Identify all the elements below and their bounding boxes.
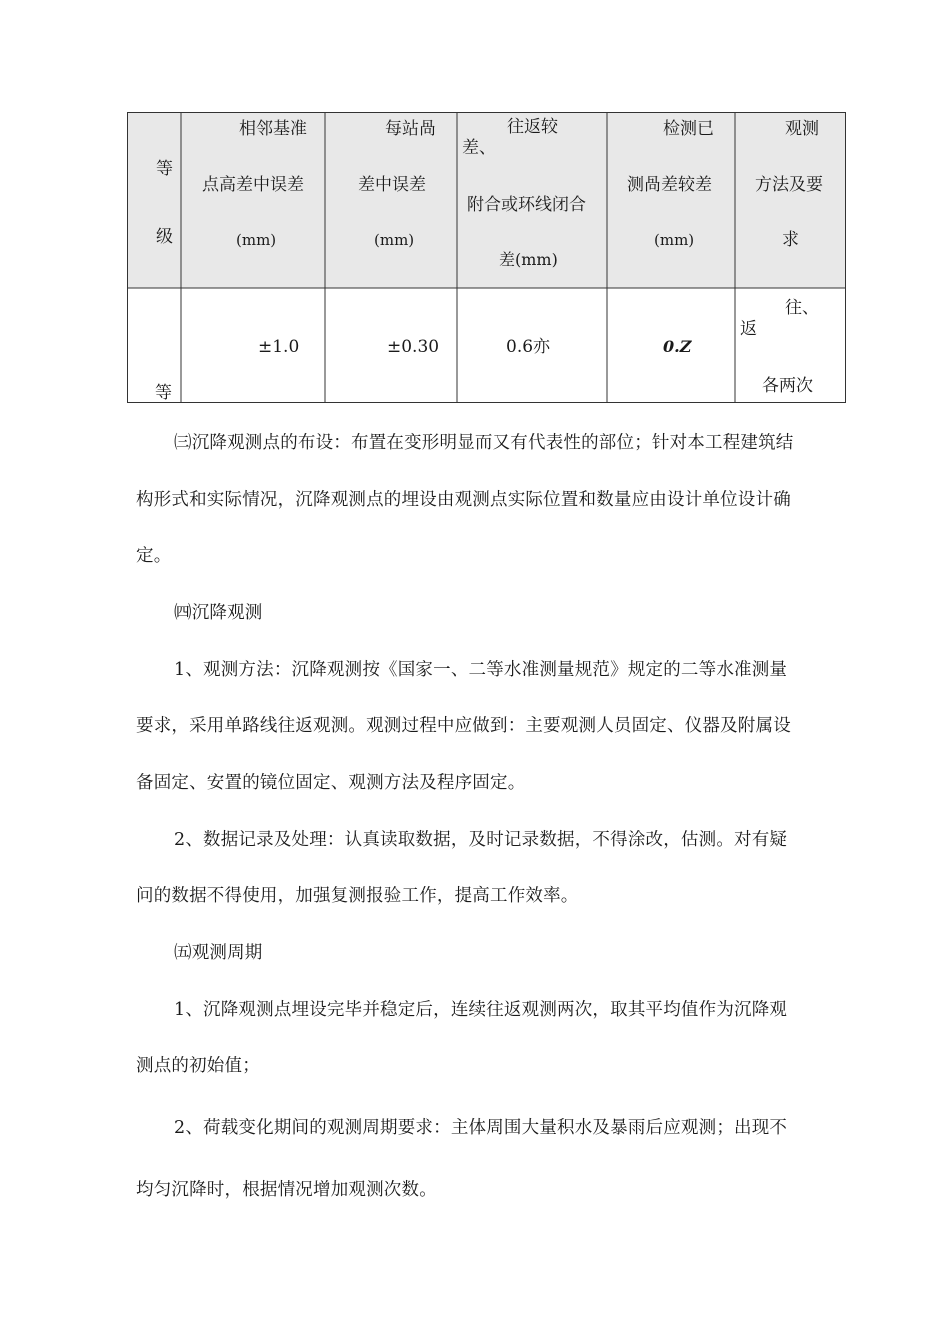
row-col2-value: ±0.30 — [387, 337, 440, 357]
header-col3-line-1: 往返较 — [507, 117, 558, 137]
paragraph-line: 定。 — [136, 546, 172, 566]
header-col5-line-2: 方法及要 — [755, 175, 823, 195]
header-grade-line-1: 等 — [156, 159, 173, 179]
header-col1-unit: (mm) — [236, 231, 277, 249]
header-col2-line-2: 差中误差 — [358, 175, 426, 195]
row-grade: 等 — [155, 383, 172, 403]
paragraph-line: 均匀沉降时，根据情况增加观测次数。 — [136, 1180, 437, 1200]
row-col4-value: 0.Z — [663, 337, 692, 356]
header-col4-line-1: 检测已 — [663, 119, 714, 139]
paragraph-line: 2、荷载变化期间的观测周期要求：主体周围大量积水及暴雨后应观测；出现不 — [174, 1118, 788, 1138]
header-col3-line-2: 差、 — [462, 138, 496, 158]
header-grade-line-2: 级 — [156, 227, 173, 247]
row-col1-value: ±1.0 — [258, 337, 300, 357]
paragraph-line: 问的数据不得使用，加强复测报验工作，提高工作效率。 — [136, 886, 579, 906]
paragraph-line: 2、数据记录及处理：认真读取数据，及时记录数据，不得涂改，估测。对有疑 — [174, 830, 788, 850]
header-col1-line-2: 点高差中误差 — [202, 175, 304, 195]
paragraph-line: 测点的初始值； — [136, 1056, 260, 1076]
paragraph-line: ㈢沉降观测点的布设：布置在变形明显而又有代表性的部位；针对本工程建筑结 — [174, 433, 794, 453]
header-col2-unit: (mm) — [374, 231, 415, 249]
precision-table — [127, 112, 846, 403]
section-heading: ㈣沉降观测 — [174, 603, 263, 623]
header-col4-unit: (mm) — [654, 231, 695, 249]
header-col3-line-3: 附合或环线闭合 — [467, 195, 586, 215]
row-col5-line-1: 往、 — [785, 298, 819, 318]
paragraph-line: 要求，采用单路线往返观测。观测过程中应做到：主要观测人员固定、仪器及附属设 — [136, 716, 791, 736]
header-col1-line-1: 相邻基准 — [239, 119, 307, 139]
paragraph-line: 1、沉降观测点埋设完毕并稳定后，连续往返观测两次，取其平均值作为沉降观 — [174, 1000, 788, 1020]
paragraph-line: 1、观测方法：沉降观测按《国家一、二等水准测量规范》规定的二等水准测量 — [174, 660, 788, 680]
header-col5-line-3: 求 — [782, 230, 799, 250]
section-heading: ㈤观测周期 — [174, 943, 263, 963]
row-col3-value: 0.6亦 — [506, 337, 551, 357]
header-col2-line-1: 每站咼 — [385, 119, 436, 139]
paragraph-line: 构形式和实际情况，沉降观测点的埋设由观测点实际位置和数量应由设计单位设计确 — [136, 490, 791, 510]
row-col5-line-3: 各两次 — [762, 376, 813, 396]
row-col5-line-2: 返 — [740, 319, 757, 339]
header-col3-unit: 差(mm) — [499, 250, 558, 269]
header-col4-line-2: 测咼差较差 — [627, 175, 712, 195]
header-col5-line-1: 观测 — [785, 119, 819, 139]
paragraph-line: 备固定、安置的镜位固定、观测方法及程序固定。 — [136, 773, 526, 793]
